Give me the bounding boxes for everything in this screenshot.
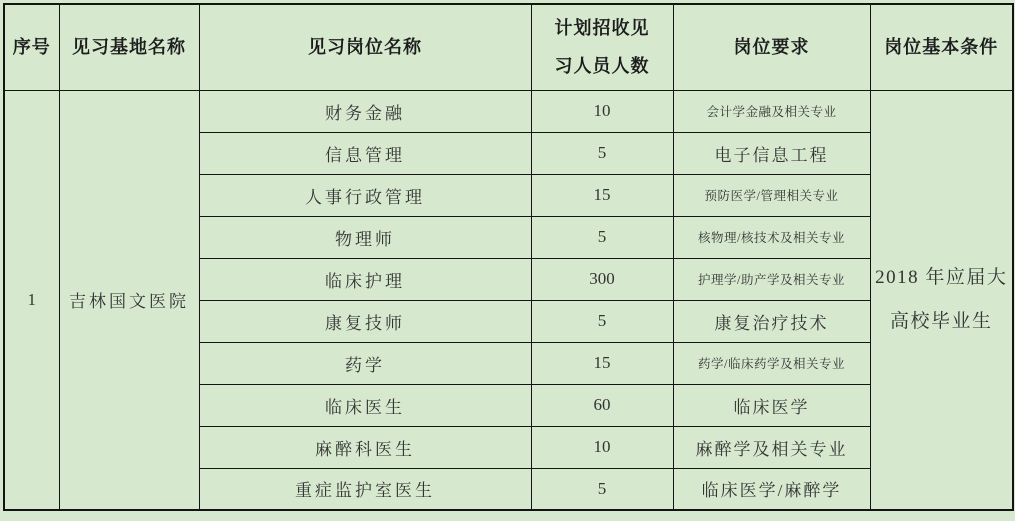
header-serial: 序号 xyxy=(4,4,59,90)
count-cell: 300 xyxy=(531,258,673,300)
count-cell: 5 xyxy=(531,132,673,174)
header-plan-count-line2: 习人员人数 xyxy=(554,56,650,77)
position-cell: 重症监护室医生 xyxy=(199,468,531,510)
count-cell: 5 xyxy=(531,300,673,342)
count-cell: 5 xyxy=(531,216,673,258)
requirement-cell: 电子信息工程 xyxy=(673,132,870,174)
requirement-cell: 临床医学 xyxy=(673,384,870,426)
base-name-cell: 吉林国文医院 xyxy=(59,90,199,510)
requirement-cell: 会计学金融及相关专业 xyxy=(673,90,870,132)
position-cell: 信息管理 xyxy=(199,132,531,174)
count-cell: 10 xyxy=(531,90,673,132)
requirement-cell: 护理学/助产学及相关专业 xyxy=(673,258,870,300)
position-cell: 财务金融 xyxy=(199,90,531,132)
header-basic-condition: 岗位基本条件 xyxy=(870,4,1013,90)
position-cell: 药学 xyxy=(199,342,531,384)
recruitment-table xyxy=(3,3,1014,511)
position-cell: 临床医生 xyxy=(199,384,531,426)
condition-cell xyxy=(870,90,1013,510)
header-requirement: 岗位要求 xyxy=(673,4,870,90)
condition-line2: 高校毕业生 xyxy=(889,310,993,332)
position-cell: 物理师 xyxy=(199,216,531,258)
requirement-cell: 核物理/核技术及相关专业 xyxy=(673,216,870,258)
position-cell: 麻醉科医生 xyxy=(199,426,531,468)
header-plan-count-line1: 计划招收见 xyxy=(554,17,650,38)
requirement-cell: 临床医学/麻醉学 xyxy=(673,468,870,510)
requirement-cell: 麻醉学及相关专业 xyxy=(673,426,870,468)
count-cell: 5 xyxy=(531,468,673,510)
requirement-cell: 预防医学/管理相关专业 xyxy=(673,174,870,216)
count-cell: 60 xyxy=(531,384,673,426)
header-position-name: 见习岗位名称 xyxy=(199,4,531,90)
position-cell: 人事行政管理 xyxy=(199,174,531,216)
requirement-cell: 康复治疗技术 xyxy=(673,300,870,342)
requirement-cell: 药学/临床药学及相关专业 xyxy=(673,342,870,384)
header-row xyxy=(4,4,1013,90)
header-plan-count xyxy=(531,4,673,90)
count-cell: 10 xyxy=(531,426,673,468)
count-cell: 15 xyxy=(531,342,673,384)
table-row xyxy=(4,90,1013,132)
serial-cell: 1 xyxy=(4,90,59,510)
condition-line1: 2018 年应届大 xyxy=(875,267,1008,289)
count-cell: 15 xyxy=(531,174,673,216)
position-cell: 临床护理 xyxy=(199,258,531,300)
position-cell: 康复技师 xyxy=(199,300,531,342)
header-base-name: 见习基地名称 xyxy=(59,4,199,90)
